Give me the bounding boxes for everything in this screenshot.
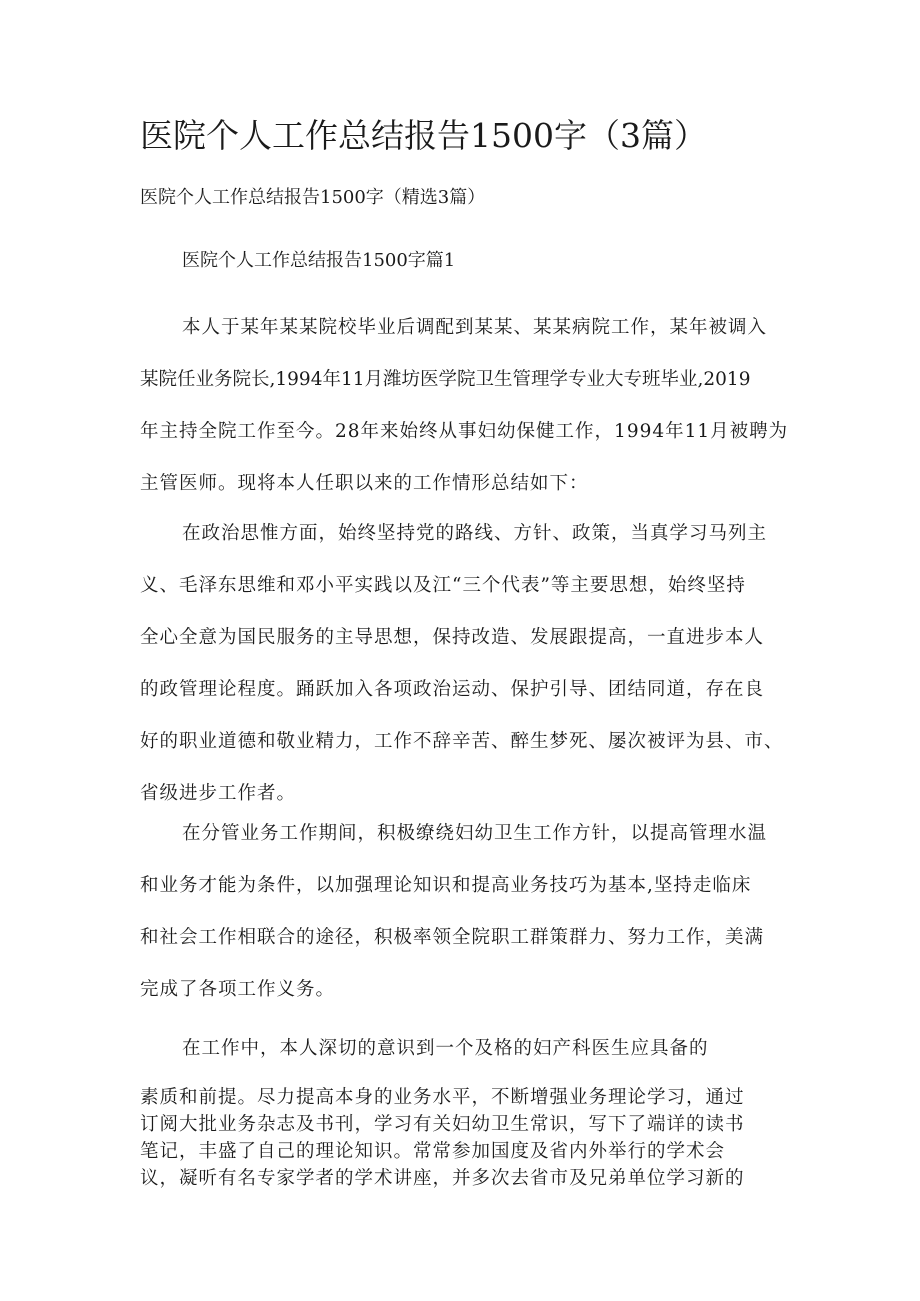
paragraph-1 xyxy=(140,302,789,510)
section-heading: 医院个人工作总结报告1500字篇1 xyxy=(182,250,456,271)
paragraph-line: 本人于某年某某院校毕业后调配到某某、某某病院工作，某年被调入 xyxy=(182,317,768,338)
paragraph-line: 省级进步工作者。 xyxy=(140,783,297,804)
paragraph-line: 好的职业道德和敬业精力，工作不辞辛苦、醉生梦死、屡次被评为县、市、 xyxy=(140,731,784,752)
paragraph-line: 和社会工作相联合的途径，积极率领全院职工群策群力、努力工作，美满 xyxy=(140,927,765,948)
paragraph-line: 笔记，丰盛了自己的理论知识。常常参加国度及省内外举行的学术会 xyxy=(140,1141,726,1162)
paragraph-line: 和业务才能为条件，以加强理论知识和提高业务技巧为基本,坚持走临床 xyxy=(140,875,752,896)
paragraph-3 xyxy=(140,808,780,1016)
paragraph-line: 的政管理论程度。踊跃加入各项政治运动、保护引导、团结同道，存在良 xyxy=(140,679,765,700)
paragraph-line: 素质和前提。尽力提高本身的业务水平，不断增强业务理论学习，通过 xyxy=(140,1087,745,1108)
paragraph-line: 年主持全院工作至今。28年来始终从事妇幼保健工作，1994年11月被聘为 xyxy=(140,421,789,442)
paragraph-line: 议，凝听有名专家学者的学术讲座，并多次去省市及兄弟单位学习新的 xyxy=(140,1168,745,1189)
paragraph-line: 在政治思惟方面，始终坚持党的路线、方针、政策，当真学习马列主 xyxy=(182,523,768,544)
paragraph-line: 全心全意为国民服务的主导思想，保持改造、发展跟提高，一直进步本人 xyxy=(140,627,765,648)
paragraph-line: 订阅大批业务杂志及书刊，学习有关妇幼卫生常识，写下了端详的读书 xyxy=(140,1114,745,1135)
paragraph-4-continuation xyxy=(140,1084,780,1192)
paragraph-line: 完成了各项工作义务。 xyxy=(140,979,336,1000)
document-title: 医院个人工作总结报告1500字（3篇） xyxy=(140,116,707,155)
paragraph-line: 在分管业务工作期间，积极缭绕妇幼卫生工作方针，以提高管理水温 xyxy=(182,823,768,844)
paragraph-line: 义、毛泽东思维和邓小平实践以及江“三个代表”等主要思想，始终坚持 xyxy=(140,575,746,596)
paragraph-4-first-line: 在工作中，本人深切的意识到一个及格的妇产科医生应具备的 xyxy=(182,1038,709,1059)
paragraph-line: 主管医师。现将本人任职以来的工作情形总结如下： xyxy=(140,473,589,494)
paragraph-line: 某院任业务院长,1994年11月潍坊医学院卫生管理学专业大专班毕业,2019 xyxy=(140,369,751,390)
paragraph-2 xyxy=(140,508,784,820)
document-subtitle: 医院个人工作总结报告1500字（精选3篇） xyxy=(140,187,486,208)
